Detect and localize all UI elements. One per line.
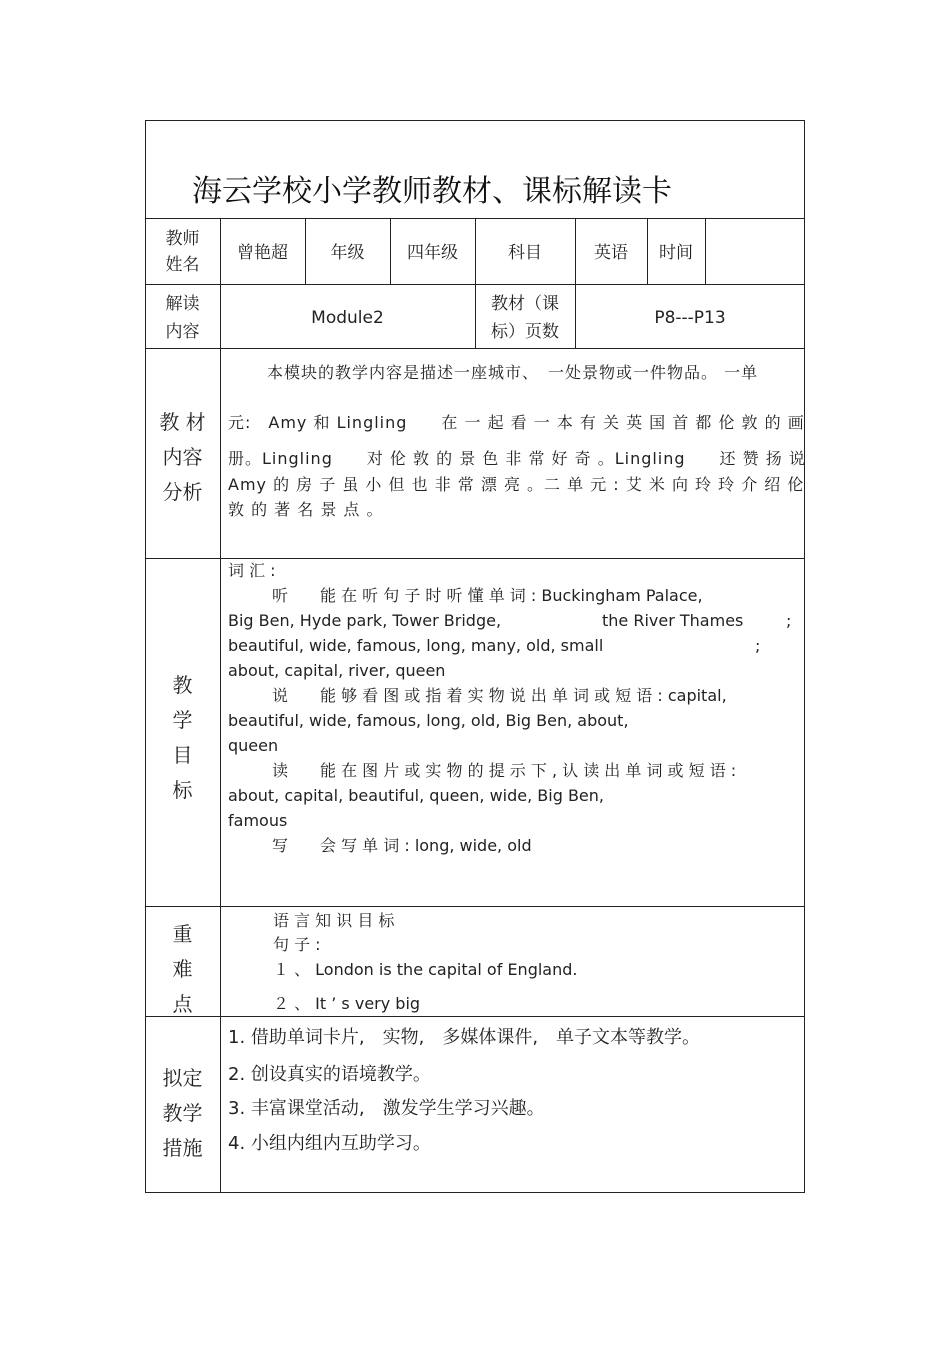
objective-line: 读 能 在 图 片 或 实 物 的 提 示 下 , 认 读 出 单 词 或 短 语 : — [272, 761, 737, 780]
content-value: Module2 — [311, 308, 384, 328]
subject-label: 科目 — [508, 243, 542, 263]
objective-line: about, capital, beautiful, queen, wide, Big Ben, — [228, 786, 604, 805]
analysis-line: 册。Lingling 对 伦 敦 的 景 色 非 常 好 奇 。Lingling 还 赞 扬 说 — [228, 449, 806, 468]
measure-item: 4. 小组内组内互助学习。 — [228, 1133, 431, 1154]
row-divider — [145, 558, 805, 559]
teacher-name-label: 教师 姓名 — [165, 229, 200, 275]
objective-line: famous — [228, 811, 288, 830]
analysis-line: Amy 的 房 子 虽 小 但 也 非 常 漂 亮 。二 单 元 : 艾 米 向 玲 玲 介 绍 伦 — [228, 475, 805, 494]
objective-line: 写 会 写 单 词 : long, wide, old — [272, 836, 532, 855]
page-title: 海云学校小学教师教材、课标解读卡 — [192, 174, 672, 209]
analysis-label: 教 材 内容 分析 — [159, 410, 206, 504]
content-label: 解读 内容 — [165, 294, 200, 342]
objective-line: Big Ben, Hyde park, Tower Bridge, — [228, 611, 502, 630]
key-point-line: １ 、 London is the capital of England. — [273, 960, 578, 979]
measures-label: 拟定 教学 措施 — [162, 1066, 203, 1160]
pages-value: P8---P13 — [654, 308, 726, 328]
measure-item: 1. 借助单词卡片, 实物, 多媒体课件, 单子文本等教学。 — [228, 1027, 701, 1048]
measure-item: 2. 创设真实的语境教学。 — [228, 1064, 431, 1085]
column-divider — [220, 218, 221, 1193]
key-points-label: 重 难 点 — [172, 922, 193, 1016]
objective-line: 说 能 够 看 图 或 指 着 实 物 说 出 单 词 或 短 语 : capital, — [272, 686, 727, 705]
objective-line: 词 汇 : — [228, 561, 276, 580]
analysis-line: 敦 的 著 名 景 点 。 — [228, 500, 384, 519]
key-point-line: 句 子 : — [273, 935, 321, 954]
objective-line: 听 能 在 听 句 子 时 听 懂 单 词 : Buckingham Palace, — [272, 586, 703, 605]
objective-line: ; — [755, 636, 761, 655]
key-point-line: 语 言 知 识 目 标 — [273, 911, 395, 930]
analysis-line: 本模块的教学内容是描述一座城市、 一处景物或一件物品。 一单 — [267, 363, 759, 382]
analysis-line: 元: Amy 和 Lingling 在 一 起 看 一 本 有 关 英 国 首 都 伦 敦 的 画 — [228, 413, 805, 432]
row-divider — [145, 348, 805, 349]
grade-value: 四年级 — [407, 243, 458, 263]
objective-line: ; — [786, 611, 792, 630]
measure-item: 3. 丰富课堂活动, 激发学生学习兴趣。 — [228, 1098, 545, 1119]
column-divider — [575, 218, 576, 348]
teacher-name-value: 曾艳超 — [237, 243, 288, 263]
grade-label: 年级 — [330, 243, 365, 263]
row-divider — [145, 1016, 805, 1017]
objective-line: queen — [228, 736, 279, 755]
subject-value: 英语 — [594, 243, 628, 263]
objective-line: about, capital, river, queen — [228, 661, 446, 680]
objectives-label: 教 学 目 标 — [172, 673, 193, 802]
row-divider — [145, 906, 805, 907]
time-label: 时间 — [659, 243, 693, 263]
objective-line: the River Thames — [602, 611, 744, 630]
objective-line: beautiful, wide, famous, long, old, Big Ben, about, — [228, 711, 629, 730]
column-divider — [705, 218, 706, 284]
key-point-line: ２ 、 It ’ s very big — [273, 994, 421, 1013]
objective-line: beautiful, wide, famous, long, many, old, small — [228, 636, 604, 655]
pages-label: 教材（课 标）页数 — [491, 294, 559, 342]
